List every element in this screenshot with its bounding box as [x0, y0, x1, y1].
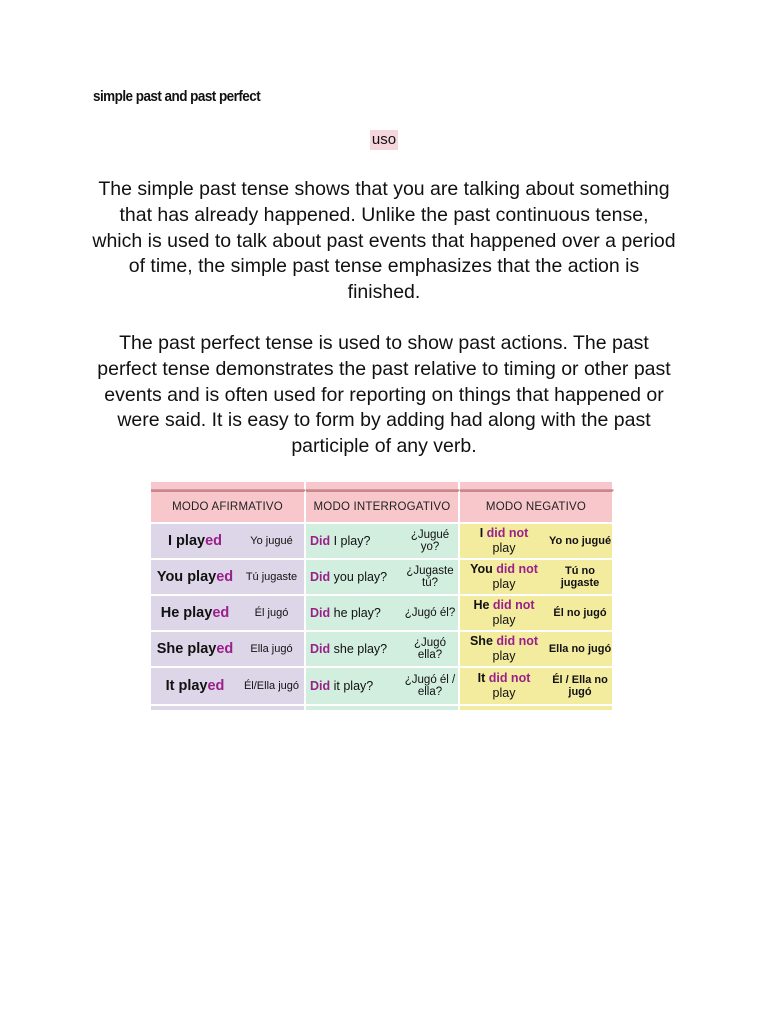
interrogative-aux: Did — [310, 570, 331, 584]
negative-aux: did not — [488, 671, 531, 685]
interrogative-spanish: ¿Jugaste tú? — [406, 565, 454, 589]
paragraph-past-perfect: The past perfect tense is used to show past actions. The past perfect tense demonstrates the past relative to timing or other past events and is often used for reporting on things that happened or were said. It is easy to form by adding had along with the past participle of any verb. — [97, 332, 671, 458]
negative-spanish: Yo no jugué — [548, 535, 612, 547]
negative-cell — [460, 560, 614, 596]
interrogative-cell — [306, 596, 460, 632]
affirmative-cell — [151, 632, 306, 668]
interrogative-cell — [306, 668, 460, 706]
interrogative-content — [306, 637, 458, 661]
interrogative-spanish: ¿Jugó él / ella? — [404, 674, 456, 698]
affirmative-english — [151, 569, 239, 585]
negative-subject: You — [470, 562, 497, 576]
interrogative-aux: Did — [310, 534, 331, 548]
affirmative-stem: He play — [160, 605, 213, 621]
table-bottom-strip — [306, 706, 460, 712]
interrogative-aux: Did — [310, 679, 331, 693]
affirmative-english — [151, 678, 239, 694]
affirmative-content — [151, 569, 304, 585]
affirmative-cell — [151, 524, 306, 560]
negative-english — [460, 526, 548, 556]
affirmative-content — [151, 605, 304, 621]
negative-english — [460, 671, 548, 701]
affirmative-content — [151, 533, 304, 549]
table-top-strip — [151, 482, 306, 490]
affirmative-english — [151, 605, 239, 621]
negative-spanish: Él no jugó — [553, 607, 607, 619]
interrogative-cell — [306, 560, 460, 596]
negative-spanish: Ella no jugó — [548, 643, 612, 655]
affirmative-stem: It play — [165, 678, 208, 694]
interrogative-rest: you play? — [330, 570, 388, 584]
negative-verb: play — [492, 577, 516, 591]
negative-aux: did not — [486, 526, 529, 540]
affirmative-cell — [151, 560, 306, 596]
uso-label: uso — [371, 131, 397, 148]
affirmative-spanish: Yo jugué — [250, 535, 293, 547]
affirmative-english — [151, 641, 239, 657]
verb-table — [151, 482, 614, 712]
negative-spanish: Él / Ella no jugó — [552, 674, 608, 698]
negative-aux: did not — [496, 634, 539, 648]
affirmative-stem: I play — [168, 533, 206, 549]
negative-cell — [460, 596, 614, 632]
affirmative-suffix: ed — [207, 678, 225, 694]
interrogative-english — [306, 679, 402, 693]
negative-verb: play — [492, 649, 516, 663]
interrogative-spanish: ¿Jugó ella? — [414, 637, 446, 661]
negative-verb: play — [492, 686, 516, 700]
affirmative-suffix: ed — [205, 533, 222, 549]
interrogative-rest: I play? — [330, 534, 371, 548]
interrogative-english — [306, 606, 402, 620]
affirmative-spanish: Ella jugó — [250, 643, 293, 655]
negative-subject: It — [477, 671, 489, 685]
affirmative-stem: She play — [156, 641, 217, 657]
interrogative-content — [306, 674, 458, 698]
interrogative-cell — [306, 524, 460, 560]
negative-content — [460, 634, 612, 664]
affirmative-content — [151, 641, 304, 657]
paragraph-simple-past: The simple past tense shows that you are talking about something that has already happened. Unlike the past continuous tense, which is used to talk about past events that happened over a period of time, the simple past tense emphasizes that the action is finished. — [92, 178, 676, 304]
interrogative-english — [306, 570, 402, 584]
negative-content — [460, 562, 612, 592]
negative-cell — [460, 668, 614, 706]
affirmative-english — [151, 533, 239, 549]
negative-verb: play — [492, 613, 516, 627]
negative-cell — [460, 632, 614, 668]
interrogative-content — [306, 606, 458, 620]
negative-aux: did not — [496, 562, 538, 576]
affirmative-stem: You play — [156, 569, 217, 585]
interrogative-english — [306, 534, 402, 548]
affirmative-cell — [151, 668, 306, 706]
interrogative-content — [306, 529, 458, 553]
header-interrogative: MODO INTERROGATIVO — [306, 490, 460, 524]
negative-content — [460, 598, 612, 628]
interrogative-spanish: ¿Jugué yo? — [410, 529, 450, 553]
table-bottom-strip — [460, 706, 614, 712]
interrogative-english — [306, 642, 402, 656]
interrogative-rest: he play? — [330, 606, 381, 620]
affirmative-suffix: ed — [212, 605, 230, 621]
interrogative-spanish: ¿Jugó él? — [404, 607, 456, 619]
interrogative-rest: she play? — [330, 642, 388, 656]
negative-subject: She — [469, 634, 497, 648]
affirmative-spanish: Él jugó — [254, 607, 289, 619]
affirmative-content — [151, 678, 304, 694]
affirmative-spanish: Tú jugaste — [245, 571, 298, 583]
negative-aux: did not — [492, 598, 535, 612]
interrogative-cell — [306, 632, 460, 668]
affirmative-suffix: ed — [216, 569, 234, 585]
negative-spanish: Tú no jugaste — [560, 565, 600, 589]
negative-content — [460, 526, 612, 556]
interrogative-rest: it play? — [330, 679, 374, 693]
table-top-strip — [460, 482, 614, 490]
interrogative-content — [306, 565, 458, 589]
negative-subject: I — [479, 526, 487, 540]
table-bottom-strip — [151, 706, 306, 712]
affirmative-cell — [151, 596, 306, 632]
negative-content — [460, 671, 612, 701]
header-affirmative: MODO AFIRMATIVO — [151, 490, 306, 524]
negative-english — [460, 562, 548, 592]
affirmative-suffix: ed — [216, 641, 234, 657]
affirmative-spanish: Él/Ella jugó — [243, 680, 300, 692]
header-negative: MODO NEGATIVO — [460, 490, 614, 524]
negative-english — [460, 598, 548, 628]
verb-table-grid — [151, 482, 614, 712]
interrogative-aux: Did — [310, 642, 331, 656]
interrogative-aux: Did — [310, 606, 331, 620]
negative-verb: play — [492, 541, 516, 555]
negative-english — [460, 634, 548, 664]
document-title: simple past and past perfect — [93, 88, 261, 105]
negative-cell — [460, 524, 614, 560]
negative-subject: He — [473, 598, 493, 612]
table-top-strip — [306, 482, 460, 490]
